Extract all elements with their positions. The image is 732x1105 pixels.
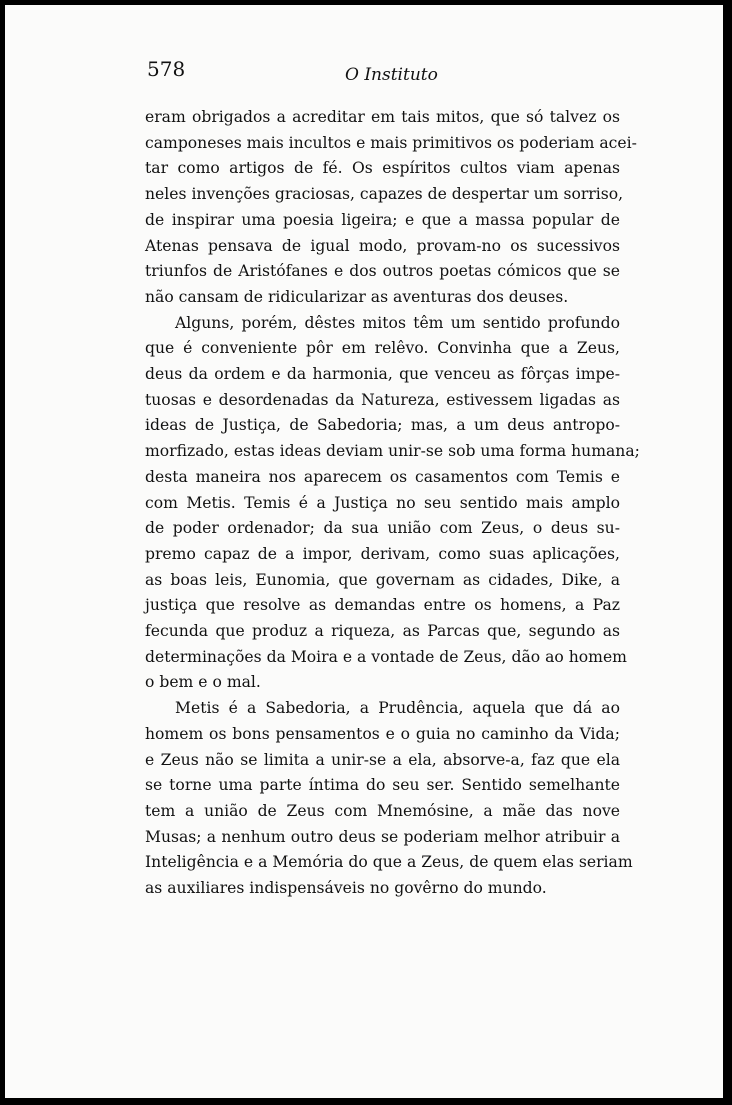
text-line: de poder ordenador; da sua união com Zeus, o deus su- bbox=[145, 519, 620, 538]
paragraph bbox=[145, 311, 640, 697]
text-line: se torne uma parte íntima do seu ser. Sentido semelhante bbox=[145, 776, 620, 795]
text-line: tem a união de Zeus com Mnemósine, a mãe das nove bbox=[145, 801, 620, 820]
text-line: Atenas pensava de igual modo, provam-no os sucessivos bbox=[145, 236, 620, 255]
text-line: camponeses mais incultos e mais primitivos os poderiam acei- bbox=[145, 133, 637, 152]
text-line: morfizado, estas ideas deviam unir-se sob uma forma humana; bbox=[145, 442, 640, 461]
running-title: O Instituto bbox=[345, 65, 438, 85]
text-line: Inteligência e a Memória do que a Zeus, de quem elas seriam bbox=[145, 853, 633, 872]
text-line: premo capaz de a impor, derivam, como suas aplicações, bbox=[145, 544, 620, 563]
text-line: Metis é a Sabedoria, a Prudência, aquela que dá ao bbox=[175, 699, 620, 718]
text-line: neles invenções graciosas, capazes de despertar um sorriso, bbox=[145, 185, 624, 204]
text-line: justiça que resolve as demandas entre os homens, a Paz bbox=[145, 596, 620, 615]
text-line: tar como artigos de fé. Os espíritos cultos viam apenas bbox=[145, 159, 620, 178]
text-line: as auxiliares indispensáveis no govêrno do mundo. bbox=[145, 879, 547, 898]
text-line: eram obrigados a acreditar em tais mitos, que só talvez os bbox=[145, 108, 620, 126]
text-line: ideas de Justiça, de Sabedoria; mas, a um deus antropo- bbox=[145, 416, 620, 435]
text-line: com Metis. Temis é a Justiça no seu sentido mais amplo bbox=[145, 493, 620, 512]
text-line: tuosas e desordenadas da Natureza, estivessem ligadas as bbox=[145, 390, 620, 409]
text-line: Alguns, porém, dêstes mitos têm um sentido profundo bbox=[175, 313, 620, 332]
paragraph bbox=[145, 696, 633, 902]
text-line: triunfos de Aristófanes e dos outros poetas cómicos que se bbox=[145, 262, 620, 281]
text-line: as boas leis, Eunomia, que governam as cidades, Dike, a bbox=[145, 570, 620, 589]
text-line: desta maneira nos aparecem os casamentos com Temis e bbox=[145, 467, 620, 486]
text-line: que é conveniente pôr em relêvo. Convinha que a Zeus, bbox=[145, 339, 620, 358]
text-line: não cansam de ridicularizar as aventuras dos deuses. bbox=[145, 287, 569, 306]
body-text bbox=[145, 105, 640, 902]
text-line: o bem e o mal. bbox=[145, 673, 261, 692]
paragraph bbox=[145, 105, 637, 311]
text-line: de inspirar uma poesia ligeira; e que a massa popular de bbox=[145, 210, 620, 229]
page-number: 578 bbox=[147, 57, 186, 81]
text-line: e Zeus não se limita a unir-se a ela, absorve-a, faz que ela bbox=[145, 750, 620, 769]
text-line: fecunda que produz a riqueza, as Parcas que, segundo as bbox=[145, 622, 620, 641]
document-page bbox=[5, 5, 723, 1098]
text-line: determinações da Moira e a vontade de Zeus, dão ao homem bbox=[145, 647, 627, 666]
text-line: deus da ordem e da harmonia, que venceu as fôrças impe- bbox=[145, 365, 620, 384]
text-line: Musas; a nenhum outro deus se poderiam melhor atribuir a bbox=[145, 827, 620, 846]
text-line: homem os bons pensamentos e o guia no caminho da Vida; bbox=[145, 724, 620, 743]
